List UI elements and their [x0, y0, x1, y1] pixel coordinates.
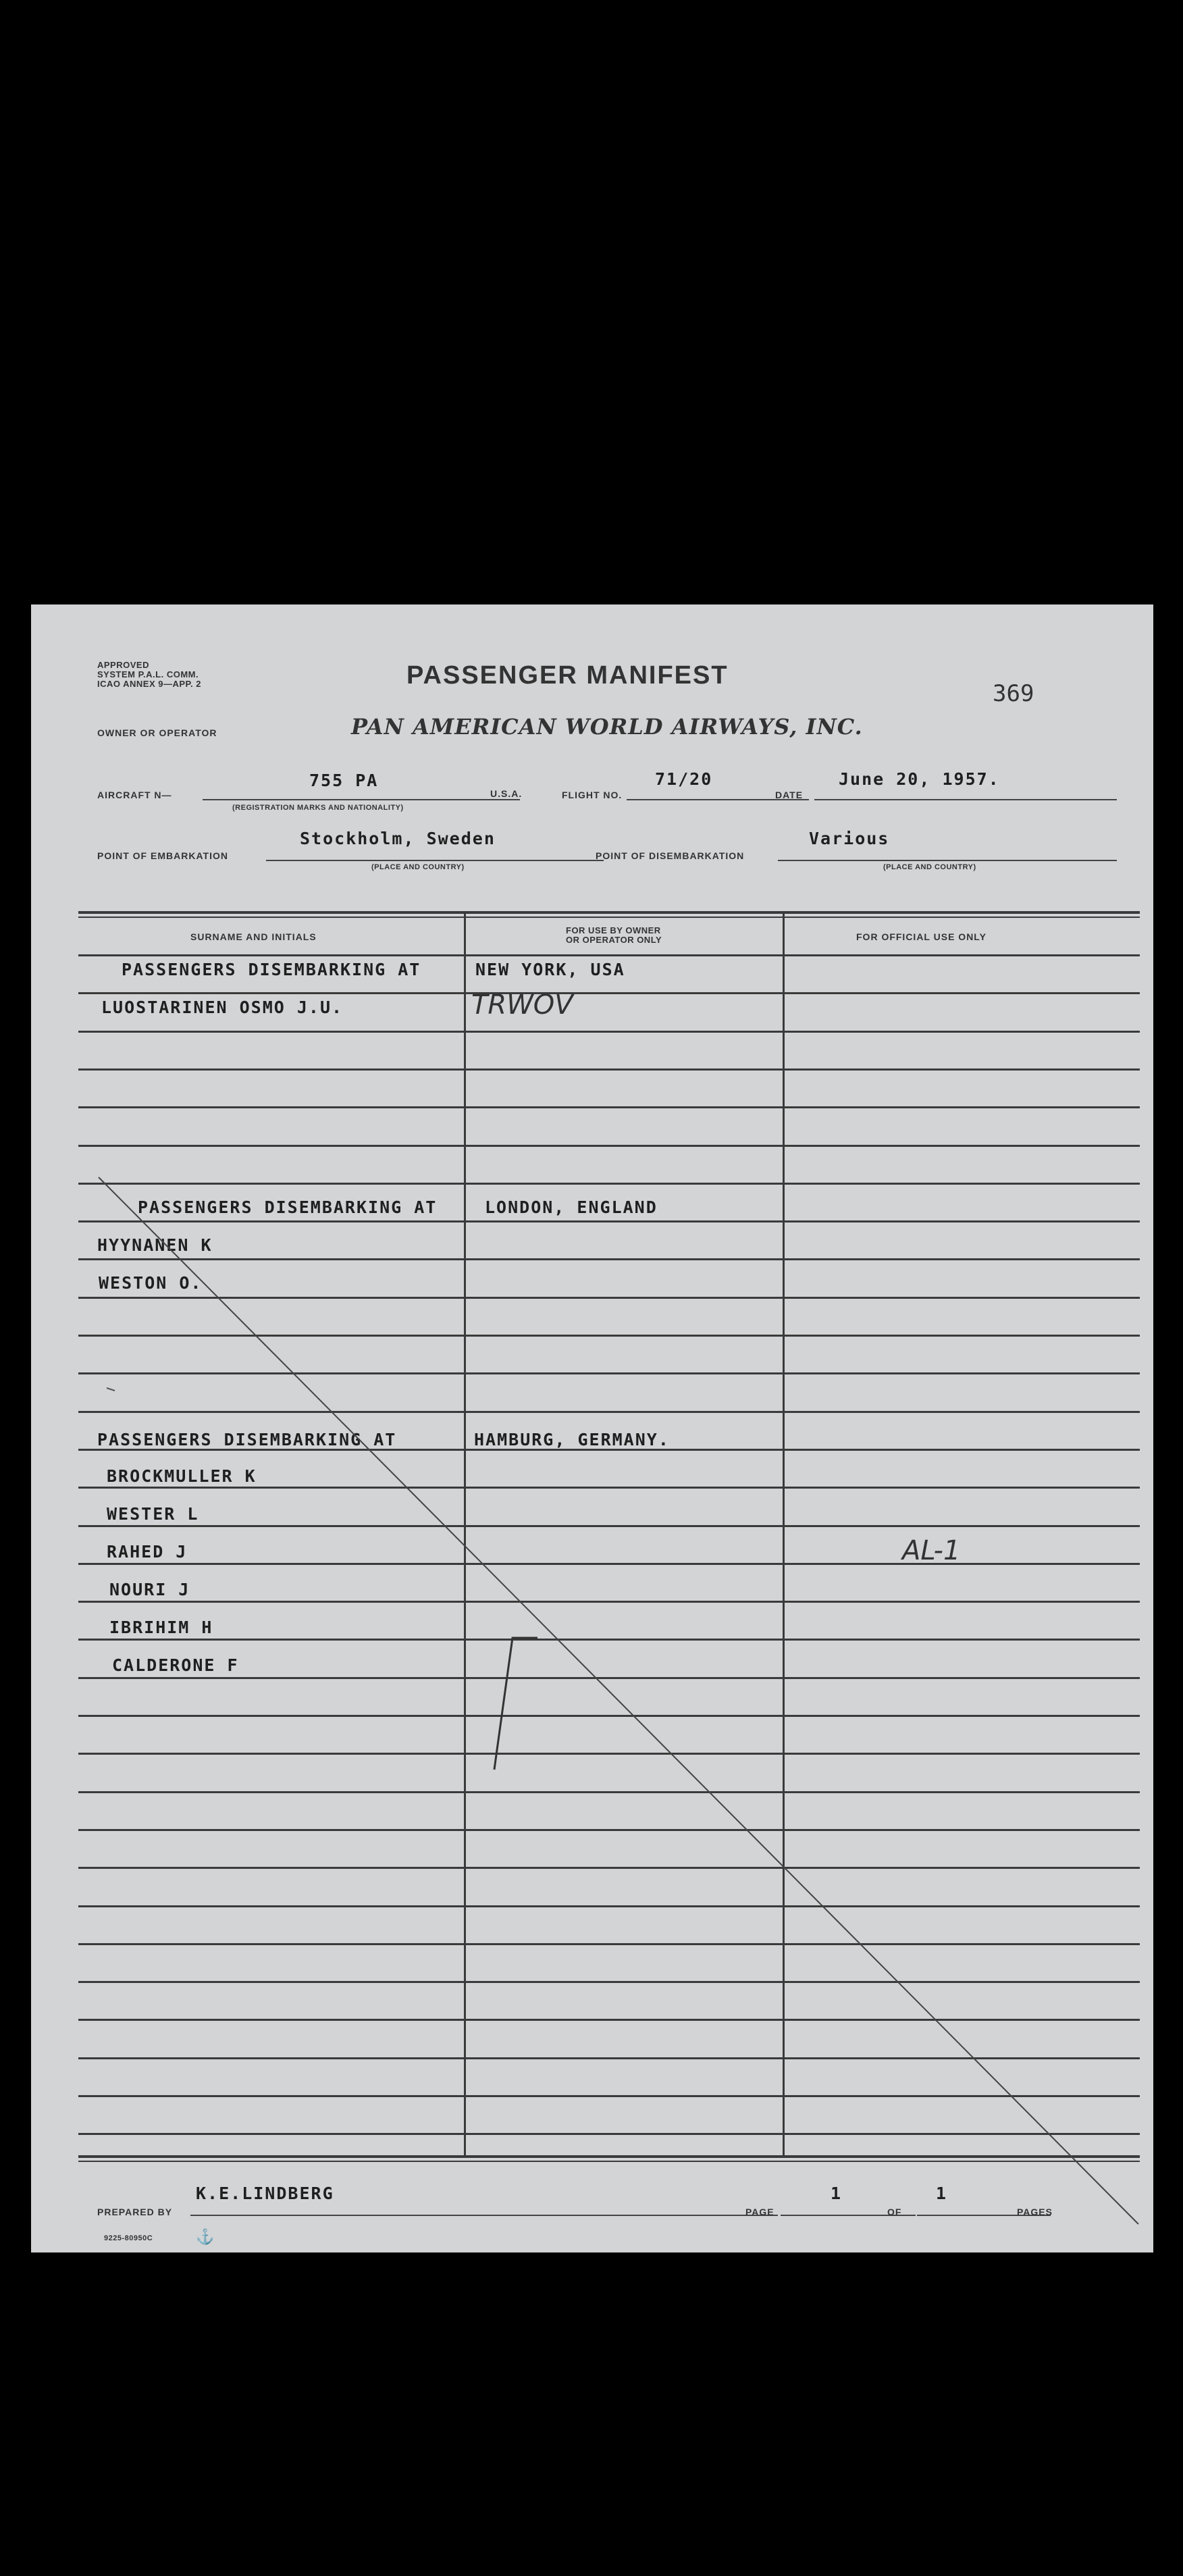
flight-label: FLIGHT NO. [562, 790, 623, 800]
col-header-surname: SURNAME AND INITIALS [190, 931, 317, 942]
usa-label: U.S.A. [490, 788, 523, 799]
passenger-name: IBRIHIM H [109, 1618, 213, 1637]
disembarkation-value: Various [809, 829, 890, 848]
prepared-by-label: PREPARED BY [97, 2207, 173, 2217]
passenger-name: RAHED J [107, 1542, 188, 1562]
diagonal-strike-line [99, 1177, 1138, 2224]
manifest-sheet [31, 604, 1153, 2252]
pages-label: PAGES [1017, 2207, 1053, 2217]
passenger-name: LUOSTARINEN OSMO J.U. [101, 998, 344, 1017]
bracket-mark [494, 1638, 537, 1770]
date-label: DATE [775, 790, 804, 800]
of-label: OF [887, 2207, 902, 2217]
owner-value: PAN AMERICAN WORLD AIRWAYS, INC. [351, 714, 863, 740]
date-value: June 20, 1957. [839, 769, 1000, 789]
prepared-by-value: K.E.LINDBERG [196, 2184, 334, 2203]
col-header-operator-1: FOR USE BY OWNER [566, 925, 661, 935]
col-header-operator-2: OR OPERATOR ONLY [566, 935, 662, 945]
pen-marks [31, 604, 1153, 2252]
stray-mark [107, 1388, 115, 1391]
passenger-name: CALDERONE F [112, 1655, 239, 1675]
embarkation-label: POINT OF EMBARKATION [97, 850, 228, 861]
disembarkation-sublabel: (PLACE AND COUNTRY) [883, 863, 976, 871]
passenger-name: BROCKMULLER K [107, 1466, 257, 1486]
group-destination: LONDON, ENGLAND [485, 1197, 658, 1217]
group-destination: NEW YORK, USA [475, 960, 625, 979]
page-value: 1 [831, 2184, 843, 2203]
flight-value: 71/20 [655, 769, 713, 789]
owner-label: OWNER OR OPERATOR [97, 727, 217, 738]
col-header-official: FOR OFFICIAL USE ONLY [856, 931, 987, 942]
operator-note: TRWOV [471, 989, 573, 1021]
group-heading: PASSENGERS DISEMBARKING AT [97, 1430, 397, 1449]
group-heading: PASSENGERS DISEMBARKING AT [138, 1197, 438, 1217]
approval-line-1: APPROVED [97, 660, 149, 670]
passenger-name: WESTER L [107, 1504, 199, 1524]
approval-line-2: SYSTEM P.A.L. COMM. [97, 669, 199, 679]
passenger-name: HYYNANEN K [97, 1235, 213, 1255]
prepared-by-underline [190, 2215, 778, 2216]
sheet-number: 369 [993, 680, 1034, 707]
approval-line-3: ICAO ANNEX 9—APP. 2 [97, 679, 201, 689]
disembarkation-label: POINT OF DISEMBARKATION [596, 850, 745, 861]
embarkation-value: Stockholm, Sweden [300, 829, 496, 848]
official-note: AL-1 [902, 1535, 961, 1566]
passenger-name: WESTON O. [99, 1273, 203, 1293]
group-destination: HAMBURG, GERMANY. [474, 1430, 670, 1449]
embarkation-sublabel: (PLACE AND COUNTRY) [371, 863, 465, 871]
aircraft-sublabel: (REGISTRATION MARKS AND NATIONALITY) [232, 804, 404, 812]
passenger-name: NOURI J [109, 1580, 190, 1599]
printer-mark-icon: ⚓ [196, 2228, 215, 2245]
page-label: PAGE [745, 2207, 774, 2217]
form-code: 9225-80950C [104, 2234, 153, 2242]
of-value: 1 [936, 2184, 948, 2203]
page-title: PASSENGER MANIFEST [406, 661, 729, 690]
group-heading: PASSENGERS DISEMBARKING AT [122, 960, 421, 979]
aircraft-label: AIRCRAFT N— [97, 790, 172, 800]
aircraft-value: 755 PA [309, 771, 379, 790]
